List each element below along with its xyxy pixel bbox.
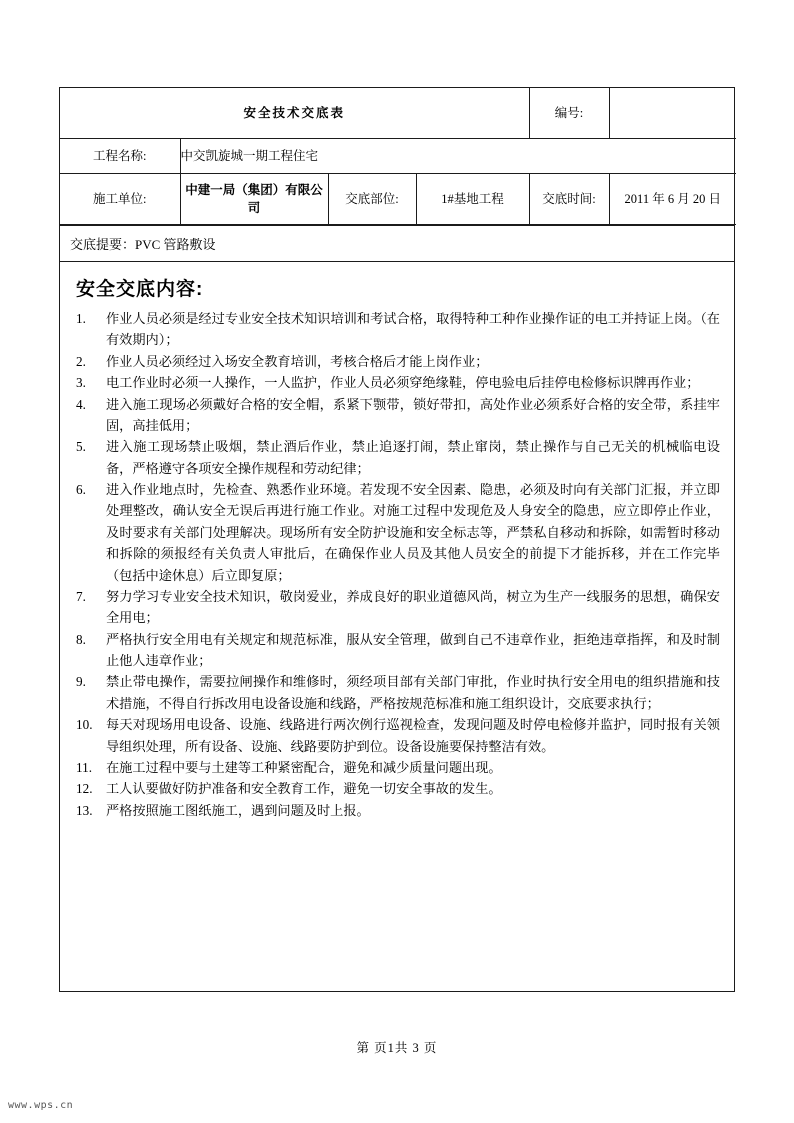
list-item: 每天对现场用电设备、设施、线路进行两次例行巡视检查，发现问题及时停电检修并监护，同时报有关领导组织处理，所有设备、设施、线路要防护到位。设备设施要保持整洁有效。 [106, 717, 720, 754]
list-item: 进入作业地点时，先检查、熟悉作业环境。若发现不安全因素、隐患，必须及时向有关部门汇报，并立即处理整改，确认安全无误后再进行施工作业。对施工过程中发现危及人身安全的隐患，应立即停止作业，及时要求有关部门处理解决。现场所有安全防护设施和安全标志等，严禁私自移动和拆除，如需暂时移动和拆除的须报经有关负责人审批后，在确保作业人员及其他人员安全的前提下才能拆移，并在工作完毕（包括中途休息）后立即复原； [106, 482, 720, 583]
safety-items-list [74, 308, 720, 821]
disclosure-brief: 交底提要：PVC 管路敷设 [60, 225, 734, 261]
disclosure-time-label: 交底时间: [529, 174, 609, 225]
list-item: 严格执行安全用电有关规定和规范标准，服从安全管理，做到自己不违章作业，拒绝违章指挥，和及时制止他人违章作业； [106, 631, 720, 668]
disclosure-part-label: 交底部位: [328, 174, 416, 225]
project-name-label: 工程名称: [60, 139, 180, 174]
table-row-title [60, 88, 736, 139]
construction-unit-value[interactable]: 中建一局（集团）有限公司 [180, 174, 328, 225]
list-item: 作业人员必须是经过专业安全技术知识培训和考试合格，取得特种工种作业操作证的电工并持证上岗。（在有效期内）； [106, 311, 720, 348]
content-heading: 安全交底内容: [76, 279, 204, 300]
safety-disclosure-form [59, 87, 735, 992]
list-item: 严格按照施工图纸施工，遇到问题及时上报。 [106, 802, 370, 818]
list-item: 进入施工现场禁止吸烟，禁止酒后作业，禁止追逐打闹，禁止窜岗，禁止操作与自己无关的机械临电设备，严格遵守各项安全操作规程和劳动纪律； [106, 439, 720, 476]
list-item: 禁止带电操作，需要拉闸操作和维修时，须经项目部有关部门审批，作业时执行安全用电的组织措施和技术措施，不得自行拆改用电设备设施和线路，严格按规范标准和施工组织设计，交底要求执行； [106, 674, 720, 711]
content-section [60, 261, 734, 991]
wps-watermark: www.wps.cn [8, 1100, 74, 1111]
list-item: 努力学习专业安全技术知识，敬岗爱业，养成良好的职业道德风尚，树立为生产一线服务的思想，确保安全用电； [106, 588, 720, 626]
disclosure-time-value[interactable]: 2011 年 6 月 20 日 [609, 174, 736, 225]
list-item: 作业人员必须经过入场安全教育培训，考核合格后才能上岗作业； [106, 353, 489, 369]
construction-unit-label: 施工单位: [60, 174, 180, 225]
disclosure-part-value[interactable]: 1#基地工程 [416, 174, 529, 225]
list-item: 工人认要做好防护准备和安全教育工作，避免一切安全事故的发生。 [106, 781, 502, 797]
list-item: 在施工过程中要与土建等工种紧密配合，避免和减少质量问题出现。 [106, 759, 502, 775]
project-name-value[interactable]: 中交凯旋城一期工程住宅 [180, 139, 736, 174]
list-item: 进入施工现场必须戴好合格的安全帽，系紧下颚带，锁好带扣，高处作业必须系好合格的安全带，系挂牢固，高挂低用； [106, 396, 720, 433]
list-item: 电工作业时必须一人操作，一人监护，作业人员必须穿绝缘鞋，停电验电后挂停电检修标识牌再作业； [106, 375, 700, 391]
number-label: 编号: [529, 88, 609, 139]
form-title: 安全技术交底表 [60, 88, 529, 139]
table-row-unit [60, 174, 736, 225]
number-value[interactable] [609, 88, 736, 139]
page-footer: 第 页1共 3 页 [356, 1041, 438, 1055]
form-header-table [60, 88, 736, 225]
table-row-project-name [60, 139, 736, 174]
